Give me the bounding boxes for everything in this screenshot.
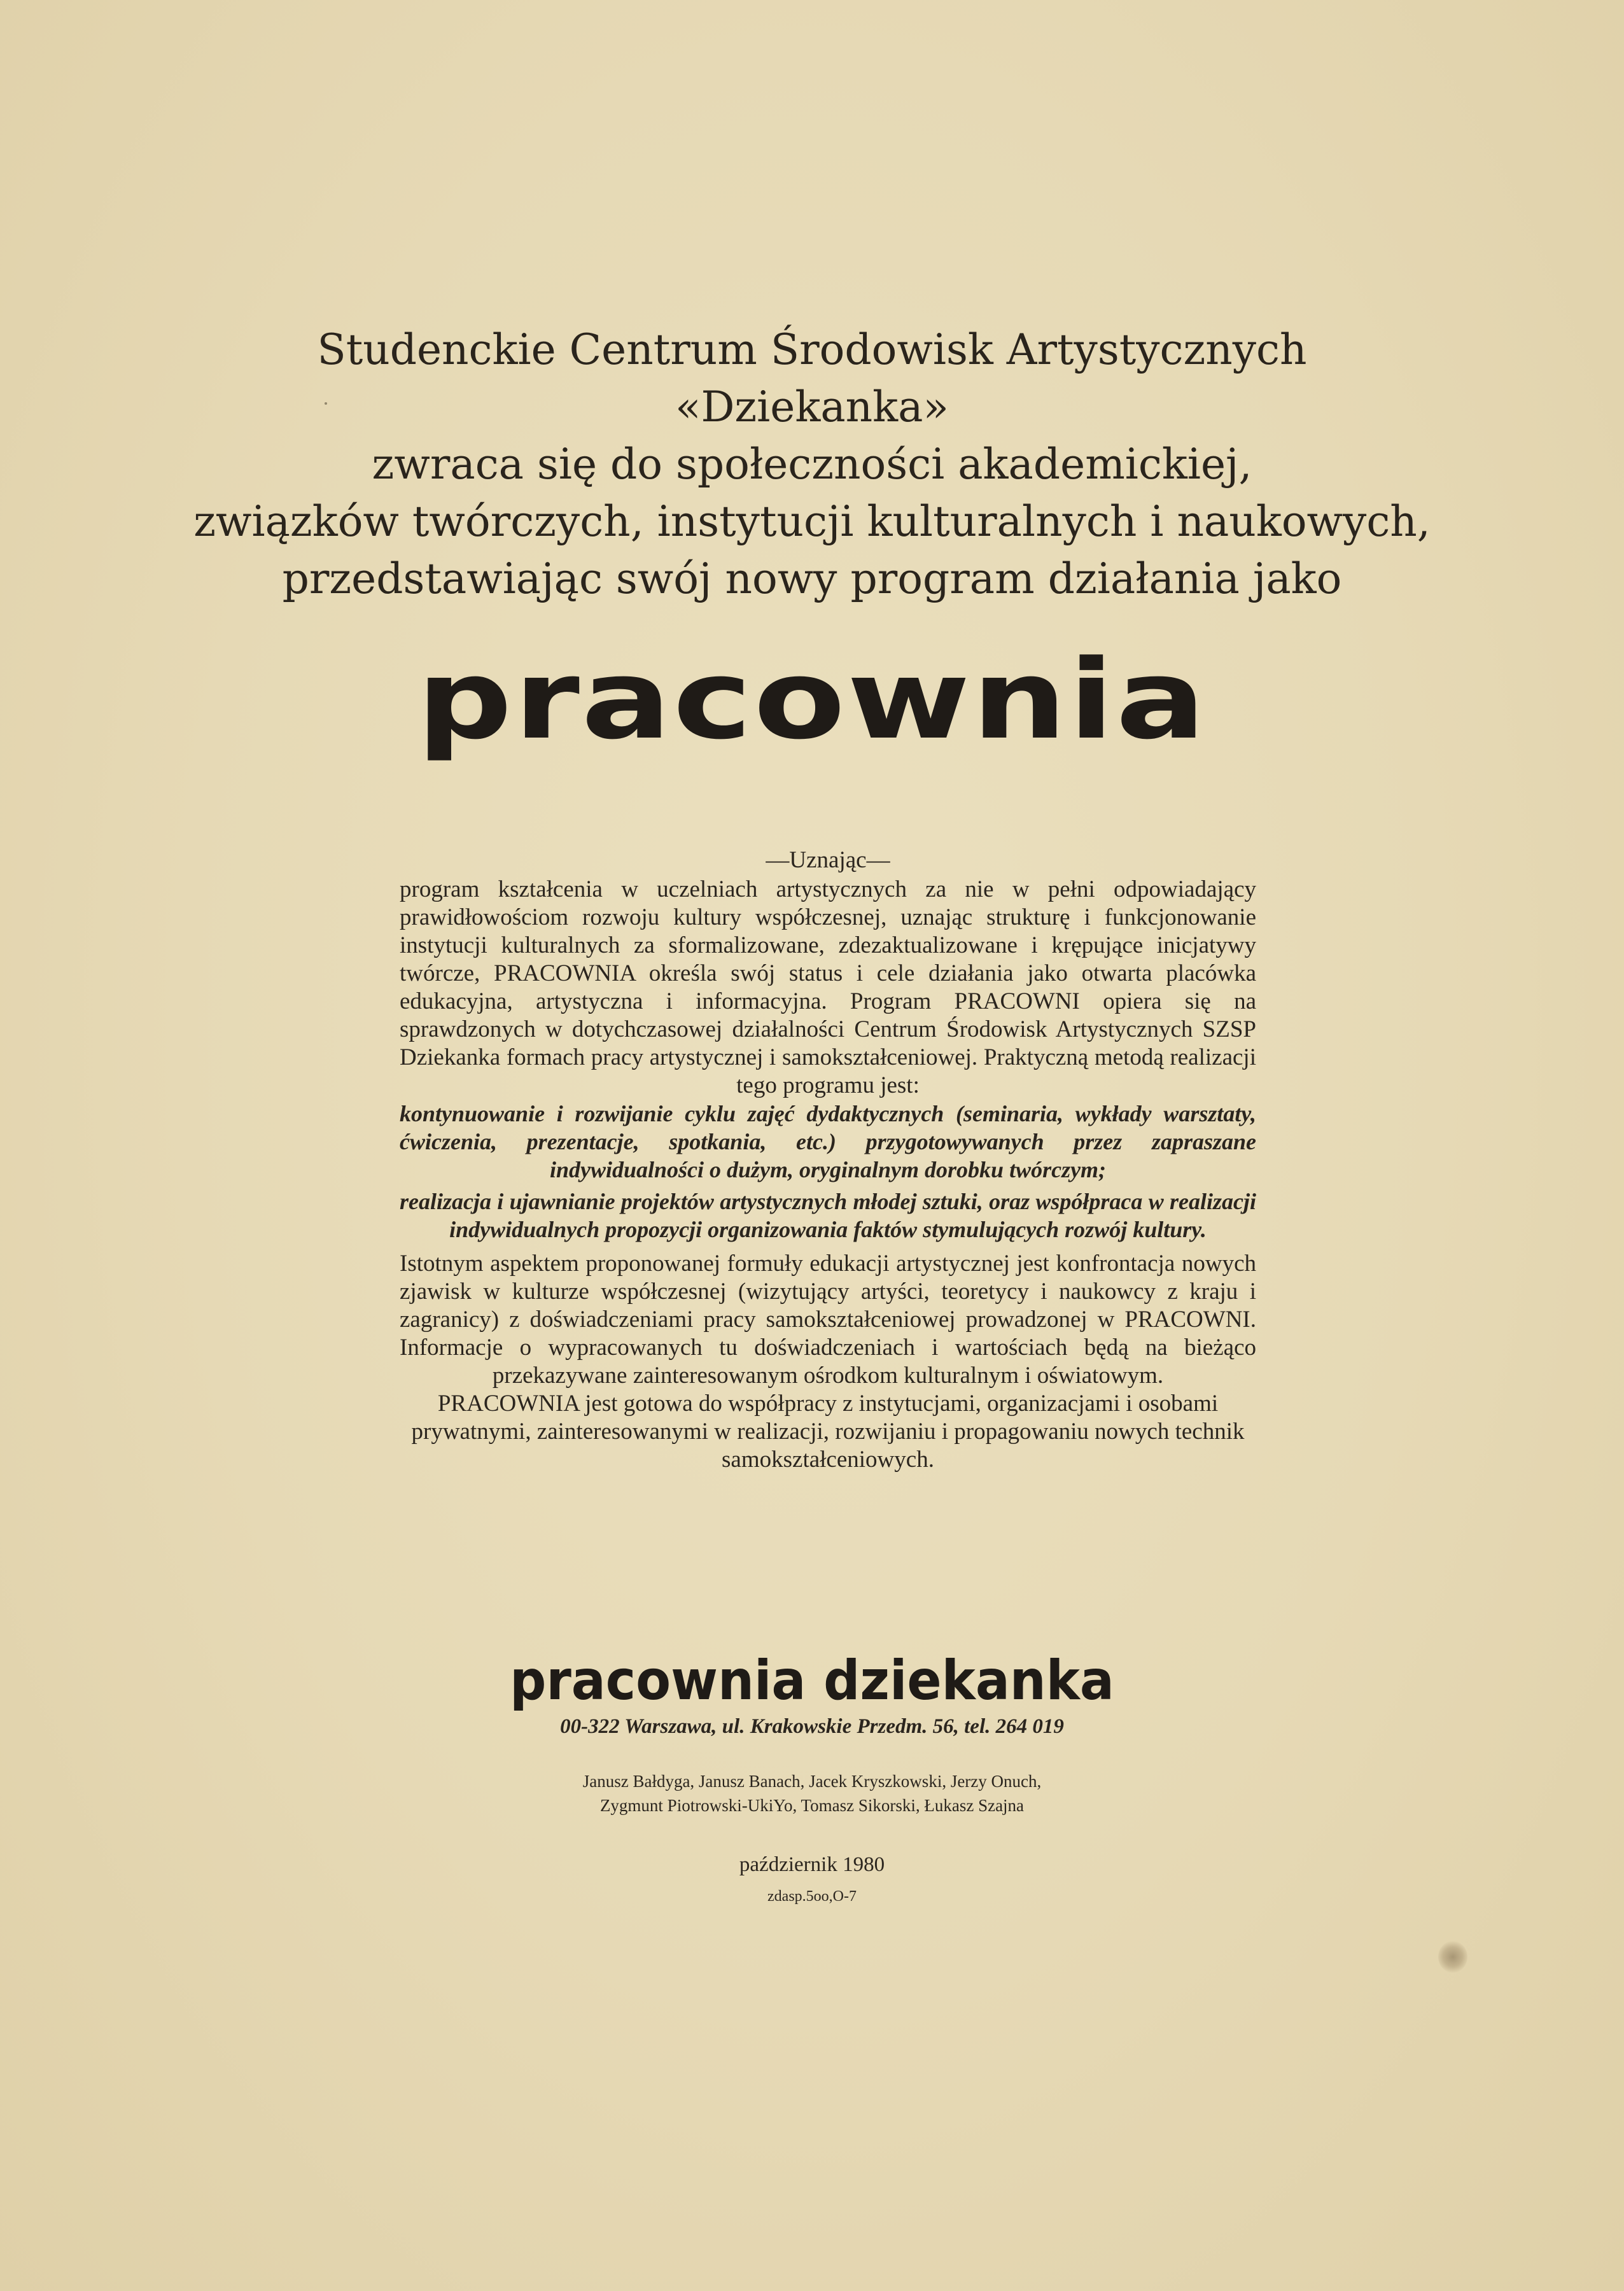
signature-names <box>0 1769 1624 1818</box>
names-line-1: Janusz Bałdyga, Janusz Banach, Jacek Kryszkowski, Jerzy Onuch, <box>582 1772 1042 1791</box>
date-line: październik 1980 <box>739 1853 885 1876</box>
header-line-name: «Dziekanka» <box>675 382 949 431</box>
paper-speck <box>325 402 327 405</box>
header-block <box>0 321 1624 608</box>
signature-address: 00-322 Warszawa, ul. Krakowskie Przedm. 56, tel. 264 019 <box>560 1715 1064 1738</box>
body-text <box>400 846 1256 1474</box>
header-line-address-community: zwraca się do społeczności akademickiej, <box>372 440 1252 489</box>
print-code: zdasp.5oo,O-7 <box>767 1888 857 1905</box>
italic-point-didactic: kontynuowanie i rozwijanie cyklu zajęć dydaktycznych (seminaria, wykłady warsztaty, ćwiczenia, prezentacje, spotkania, etc.) przygotowywanych przez zapraszane indywidualności o dużym, oryginalnym dorobku twórczym; <box>400 1101 1256 1182</box>
intro-heading: —Uznając— <box>766 847 890 873</box>
header-line-institution: Studenckie Centrum Środowisk Artystycznych <box>317 325 1307 374</box>
italic-point-projects: realizacja i ujawnianie projektów artystycznych młodej sztuki, oraz współpraca w realizacji indywidualnych propozycji organizowania faktów stymulujących rozwój kultury. <box>400 1189 1256 1242</box>
header-line-unions: związków twórczych, instytucji kulturalnych i naukowych, <box>193 497 1431 546</box>
header-line-presenting: przedstawiając swój nowy program działania jako <box>282 554 1342 603</box>
signature-title: pracownia dziekanka <box>510 1649 1114 1713</box>
paragraph-confrontation: Istotnym aspektem proponowanej formuły edukacji artystycznej jest konfrontacja nowych zjawisk w kulturze współczesnej (wizytujący artyści, teoretycy i naukowcy z kraju i zagranicy) z doświadczeniami pracy samokształceniowej prowadzonej w PRACOWNI. Informacje o wypracowanych tu doświadczeniach i wartościach będą na bieżąco przekazywane zainteresowanym ośrodkom kulturalnym i oświatowym. <box>400 1251 1256 1389</box>
headline-pracownia: pracownia <box>416 636 1208 764</box>
names-line-2: Zygmunt Piotrowski-UkiYo, Tomasz Sikorski, Łukasz Szajna <box>599 1796 1025 1815</box>
paragraph-cooperation: PRACOWNIA jest gotowa do współpracy z instytucjami, organizacjami i osobami prywatnymi, zainteresowanymi w realizacji, rozwijaniu i propagowaniu nowych technik samokształceniowych. <box>411 1391 1245 1473</box>
paper-stain <box>1438 1941 1467 1973</box>
paragraph-program: program kształcenia w uczelniach artystycznych za nie w pełni odpowiadający prawidłowościom rozwoju kultury współczesnej, uznając strukturę i funkcjonowanie instytucji kulturalnych za sformalizowane, zdezaktualizowane i krępujące inicjatywy twórcze, PRACOWNIA określa swój status i cele działania jako otwarta placówka edukacyjna, artystyczna i informacyjna. Program PRACOWNI opiera się na sprawdzonych w dotychczasowej działalności Centrum Środowisk Artystycznych SZSP Dziekanka formach pracy artystycznej i samokształceniowej. Praktyczną metodą realizacji tego programu jest: <box>400 876 1256 1098</box>
